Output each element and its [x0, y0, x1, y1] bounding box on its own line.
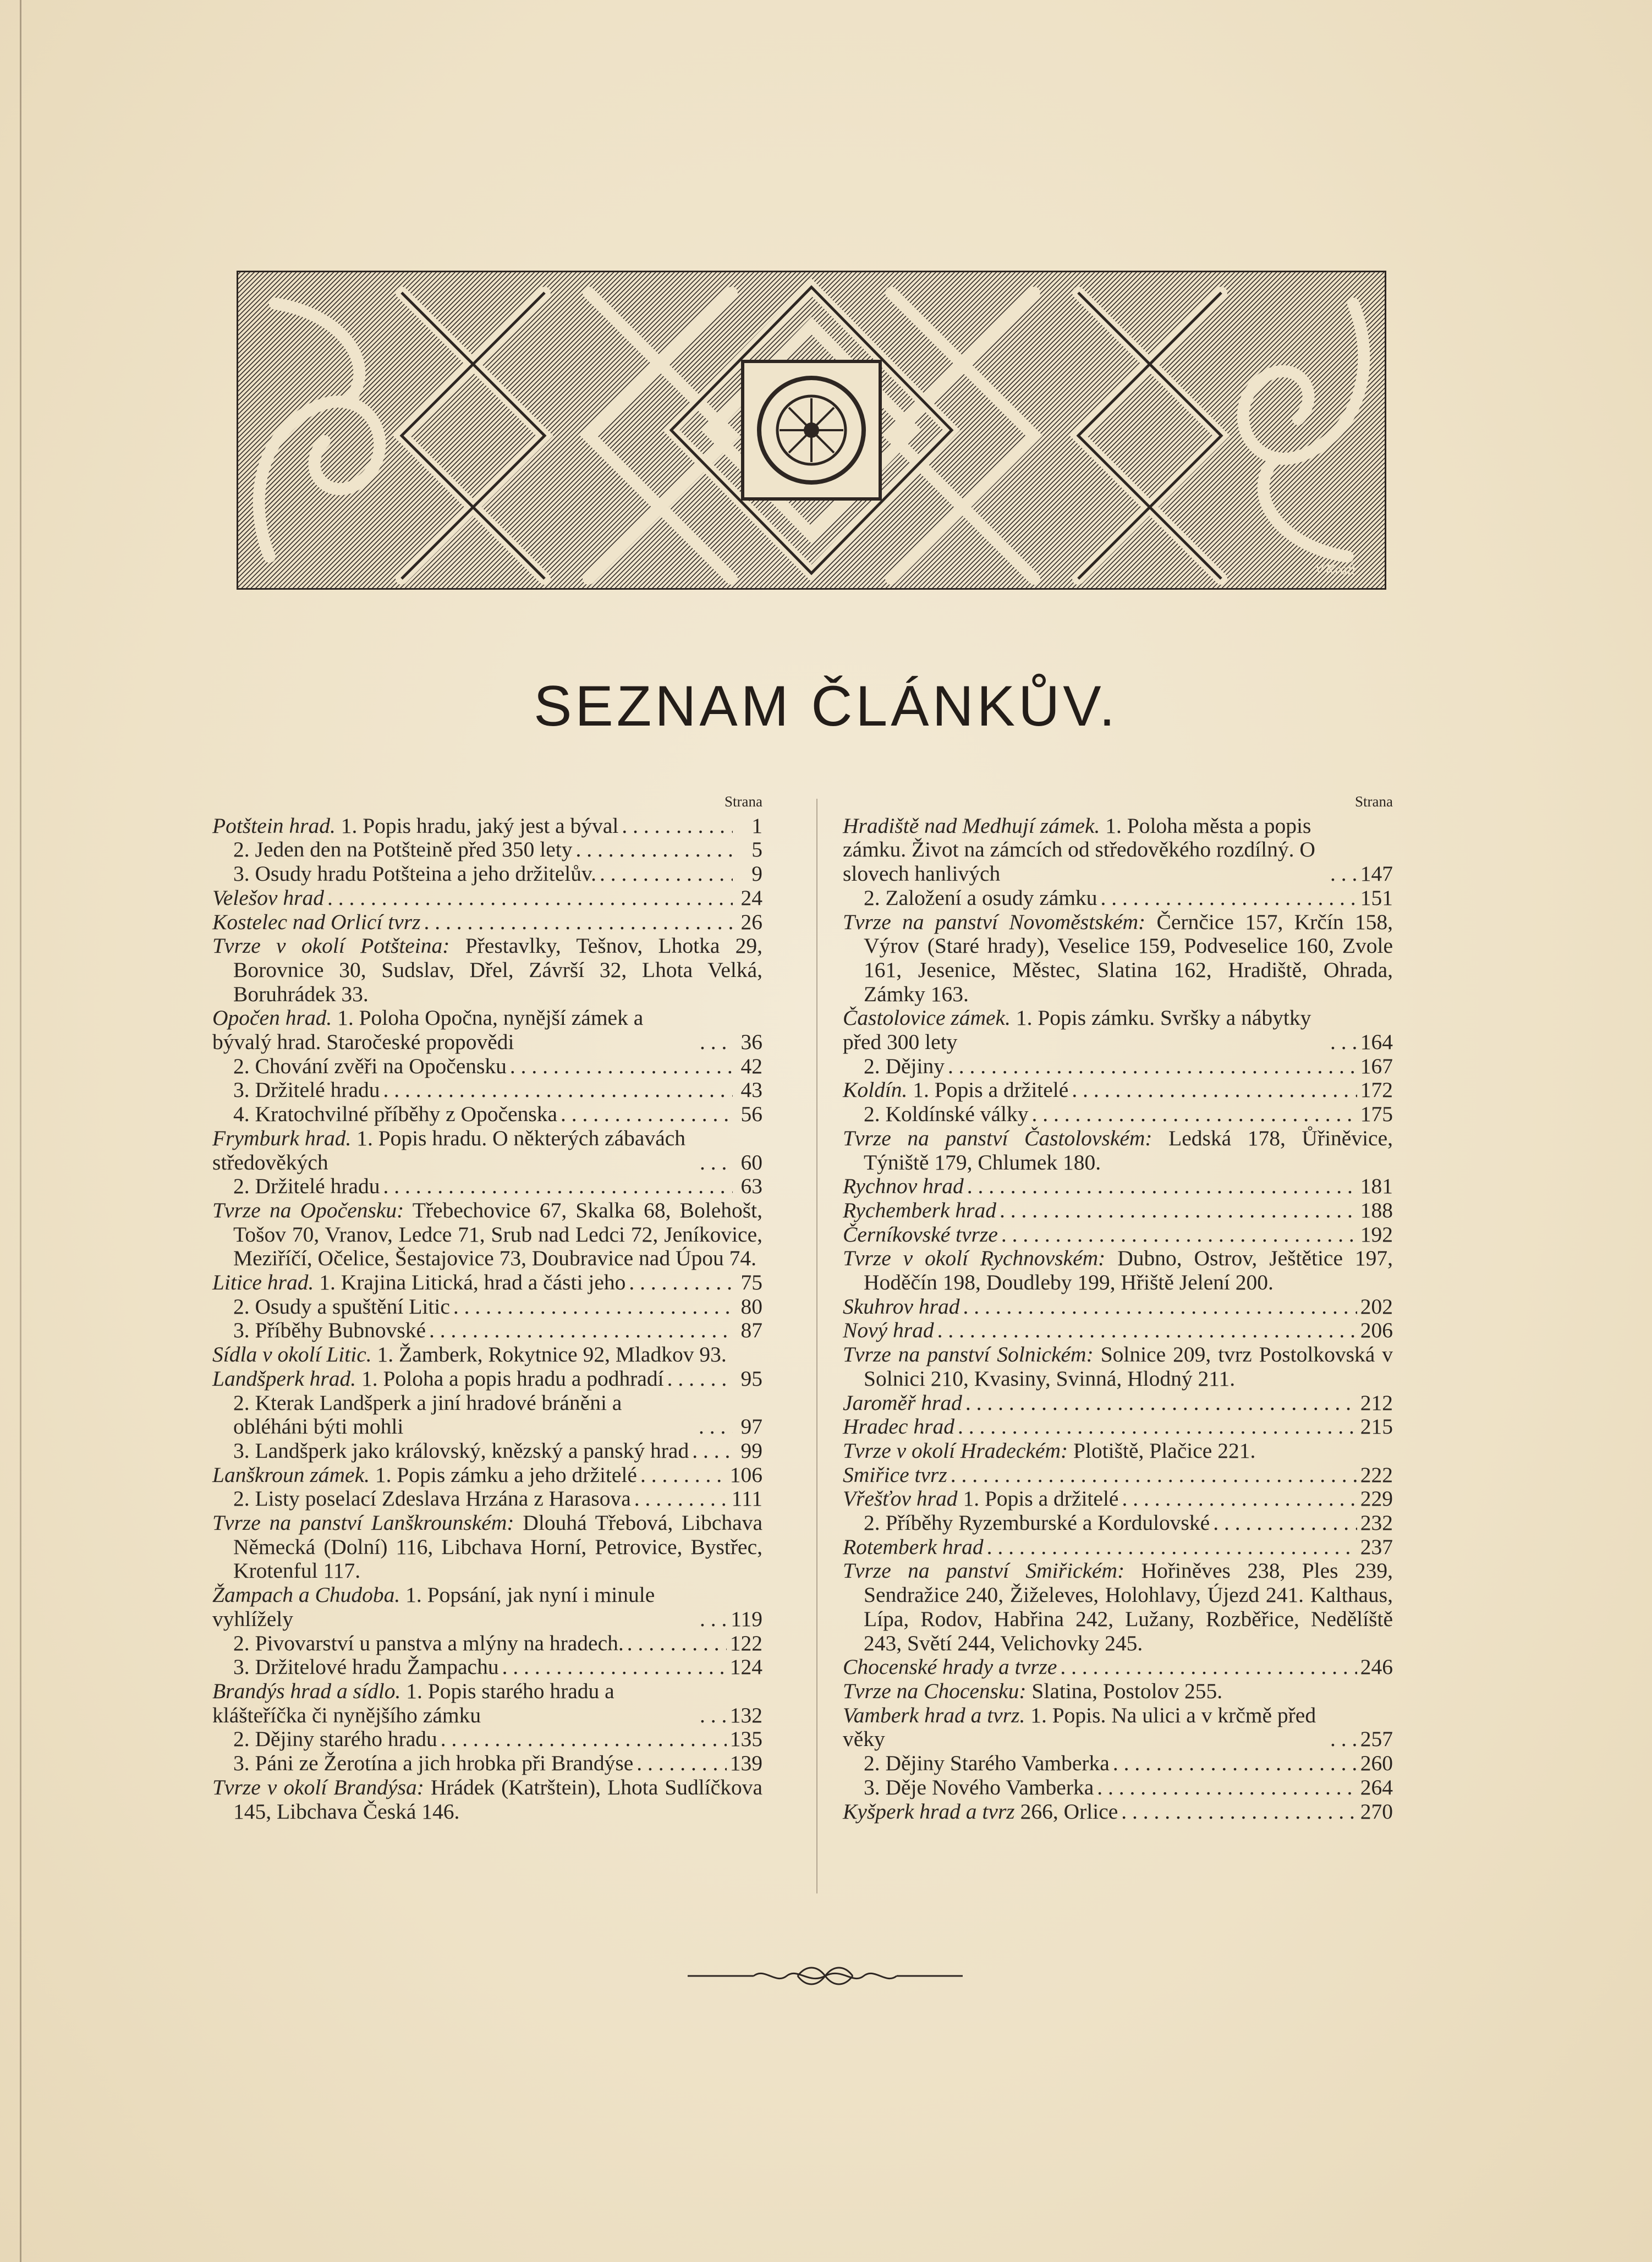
- page-number: 188: [1360, 1198, 1393, 1222]
- entry-text: Dlouhá Třebová, Libchava Německá (Dolní) 116, Libchava Horní, Petrovice, Bystřec, Krotenful 117.: [233, 1511, 762, 1583]
- entry-heading: Černíkovské tvrze: [843, 1222, 998, 1247]
- dot-leader: [1000, 1199, 1357, 1223]
- entry-heading: Smiřice tvrz: [843, 1462, 947, 1487]
- page-number: 106: [729, 1462, 762, 1487]
- dot-leader: [1121, 1800, 1357, 1824]
- dot-leader: [700, 1151, 733, 1175]
- toc-subentry: [212, 1655, 762, 1679]
- entry-text: Plotiště, Plačice 221.: [1068, 1438, 1256, 1463]
- entry-heading: Žampach a Chudoba.: [212, 1583, 400, 1607]
- toc-paragraph-entry: [843, 1679, 1393, 1704]
- entry-text: 1. Poloha Opočna, nynější zámek a bývalý hrad. Staročeské propovědi: [212, 1006, 644, 1055]
- toc-paragraph-entry: [843, 1343, 1393, 1391]
- page-number: 147: [1360, 861, 1393, 886]
- entry-label: [843, 1463, 947, 1487]
- toc-subentry: [212, 1102, 762, 1127]
- column-header-strana: Strana: [1355, 793, 1393, 810]
- entry-text: Třebechovice 67, Skalka 68, Bolehošt, Tošov 70, Vranov, Ledce 71, Srub nad Ledci 72, Jeníkovice, Meziříčí, Očelice, Šestajovice 73, Doubravice nad Úpou 74.: [233, 1198, 762, 1271]
- entry-text: 3. Držitelové hradu Žampachu: [233, 1655, 499, 1679]
- entry-heading: Frymburk hrad.: [212, 1125, 352, 1150]
- dot-leader: [951, 1463, 1357, 1487]
- entry-heading: Hradiště nad Medhují zámek.: [843, 813, 1100, 838]
- toc-entry: [212, 1463, 762, 1487]
- page-number: 202: [1360, 1294, 1393, 1319]
- entry-heading: Chocenské hrady a tvrze: [843, 1655, 1057, 1679]
- entry-text: 2. Příběhy Ryzemburské a Kordulovské: [864, 1511, 1210, 1535]
- entry-heading: Tvrze na panství Solnickém:: [843, 1342, 1094, 1367]
- dot-leader: [937, 1319, 1357, 1343]
- toc-paragraph-entry: [212, 1511, 762, 1583]
- page-number: 167: [1360, 1053, 1393, 1078]
- entry-label: [233, 1102, 557, 1127]
- entry-label: [233, 1319, 426, 1343]
- entry-heading: Jaroměř hrad: [843, 1390, 962, 1415]
- dot-leader: [1113, 1752, 1357, 1776]
- dot-leader: [1122, 1487, 1357, 1511]
- toc-entry: [843, 1223, 1393, 1247]
- entry-text: 2. Dějiny starého hradu: [233, 1727, 437, 1752]
- entry-text: Slatina, Postolov 255.: [1026, 1679, 1223, 1703]
- entry-label: [843, 1535, 984, 1560]
- toc-paragraph-entry: [843, 1439, 1393, 1463]
- entry-text: 3. Páni ze Žerotína a jich hrobka při Brandýse: [233, 1751, 634, 1776]
- dot-leader: [453, 1295, 733, 1319]
- page-number: 43: [740, 1078, 762, 1102]
- entry-text: Hrádek (Katrštein), Lhota Sudlíčkova 145, Libchava Česká 146.: [233, 1775, 762, 1824]
- entry-text: 1. Popis a držitelé: [907, 1078, 1069, 1102]
- entry-text: 1. Poloha a popis hradu a podhradí: [356, 1366, 664, 1391]
- entry-heading: Kostelec nad Orlicí tvrz: [212, 909, 421, 934]
- entry-heading: Tvrze na panství Novoměstském:: [843, 909, 1146, 934]
- toc-subentry: [212, 1319, 762, 1343]
- dot-leader: [1101, 886, 1357, 910]
- entry-text: 2. Pivovarství u panstva a mlýny na hradech.: [233, 1630, 624, 1655]
- entry-label: [843, 1295, 959, 1319]
- toc-subentry: [212, 862, 762, 886]
- page-number: 206: [1360, 1318, 1393, 1343]
- page-number: 215: [1360, 1414, 1393, 1439]
- entry-heading: Nový hrad: [843, 1318, 934, 1343]
- toc-subentry: [212, 1055, 762, 1079]
- toc-paragraph-entry: [212, 1199, 762, 1271]
- page-number: 63: [740, 1174, 762, 1199]
- dot-leader: [634, 1487, 728, 1511]
- toc-entry: [212, 1127, 762, 1174]
- page-number: 229: [1360, 1486, 1393, 1511]
- page-number: 75: [740, 1270, 762, 1295]
- page-number: 260: [1360, 1751, 1393, 1776]
- entry-text: 1. Popis starého hradu a klášteříčka či nynějšího zámku: [212, 1679, 614, 1727]
- entry-text: Přestavlky, Tešnov, Lhotka 29, Borovnice 30, Sudslav, Dřel, Závrší 32, Lhota Velká, Boruhrádek 33.: [233, 934, 762, 1006]
- page-number: 139: [729, 1751, 762, 1776]
- dot-leader: [699, 1415, 733, 1439]
- toc-subentry: [212, 1295, 762, 1319]
- entry-text: Solnice 209, tvrz Postolkovská v Solnici 210, Kvasiny, Svinná, Hlodný 211.: [864, 1342, 1393, 1391]
- entry-label: [843, 814, 1327, 886]
- entry-text: 2. Držitelé hradu: [233, 1174, 380, 1199]
- column-divider: [816, 799, 817, 1893]
- entry-heading: Landšperk hrad.: [212, 1366, 356, 1391]
- entry-heading: Vamberk hrad a tvrz.: [843, 1703, 1025, 1727]
- entry-label: [212, 1271, 625, 1295]
- page-number: 80: [740, 1294, 762, 1319]
- entry-text: Hořiněves 238, Ples 239, Sendražice 240, Žiželeves, Holohlavy, Újezd 241. Kalthaus, Lípa, Rodov, Habřina 242, Lužany, Rozběřice, Nedělíště 243, Světí 244, Velichovky 245.: [864, 1558, 1393, 1655]
- dot-leader: [1330, 1030, 1357, 1055]
- toc-entry: [212, 1006, 762, 1054]
- entry-text: 1. Popsání, jak nyní i minule vyhlížely: [212, 1583, 655, 1631]
- page-number: 119: [731, 1606, 762, 1631]
- entry-heading: Skuhrov hrad: [843, 1294, 960, 1319]
- entry-label: [843, 1223, 998, 1247]
- entry-heading: Tvrze v okolí Potšteina:: [212, 934, 450, 958]
- entry-text: 2. Jeden den na Potšteině před 350 lety: [233, 837, 573, 862]
- page-number: 5: [751, 837, 762, 862]
- page-number: 1: [751, 813, 762, 838]
- entry-label: [843, 1655, 1057, 1679]
- entry-label: [843, 1319, 934, 1343]
- dot-leader: [963, 1295, 1357, 1319]
- toc-subentry: [843, 1102, 1393, 1127]
- toc-entry: [212, 814, 762, 838]
- dot-leader: [700, 1030, 733, 1055]
- entry-text: Dubno, Ostrov, Ještětice 197, Hoděčín 198, Doudleby 199, Hřiště Jelení 200.: [864, 1246, 1393, 1295]
- entry-text: 1. Krajina Litická, hrad a části jeho: [314, 1270, 626, 1295]
- toc-paragraph-entry: [212, 934, 762, 1006]
- page-number: 56: [740, 1102, 762, 1127]
- entry-label: [233, 1055, 507, 1079]
- dot-leader: [1213, 1511, 1357, 1535]
- page-number: 42: [740, 1053, 762, 1078]
- entry-label: [843, 1078, 1068, 1102]
- page-number: 222: [1360, 1462, 1393, 1487]
- toc-subentry: [212, 1632, 762, 1656]
- page-number: 122: [729, 1630, 762, 1655]
- entry-text: 266, Orlice: [1014, 1799, 1118, 1824]
- page-number: 257: [1360, 1727, 1393, 1752]
- entry-text: Černčice 157, Krčín 158, Výrov (Staré hrady), Veselice 159, Podveselice 160, Zvole 161, Jesenice, Městec, Slatina 162, Hradiště, Ohrada, Zámky 163.: [864, 909, 1393, 1006]
- entry-label: [233, 862, 596, 886]
- dot-leader: [1060, 1655, 1357, 1679]
- dot-leader: [327, 886, 733, 910]
- toc-entry: [843, 1199, 1393, 1223]
- page-number: 26: [740, 909, 762, 934]
- toc-entry: [843, 1800, 1393, 1824]
- entry-label: [864, 886, 1097, 910]
- entry-text: 2. Založení a osudy zámku: [864, 885, 1097, 910]
- page-title: SEZNAM ČLÁNKŮV.: [534, 674, 1118, 738]
- entry-label: [233, 1655, 499, 1679]
- dot-leader: [502, 1655, 727, 1679]
- toc-subentry: [212, 1487, 762, 1511]
- entry-label: [233, 1391, 695, 1439]
- entry-label: [843, 1199, 996, 1223]
- toc-paragraph-entry: [212, 1776, 762, 1824]
- dot-leader: [700, 1607, 727, 1632]
- toc-subentry: [843, 1055, 1393, 1079]
- entry-heading: Velešov hrad: [212, 885, 324, 910]
- entry-label: [233, 1439, 689, 1463]
- entry-text: 2. Chování zvěři na Opočensku: [233, 1053, 507, 1078]
- entry-label: [233, 1078, 380, 1102]
- page-number: 181: [1360, 1174, 1393, 1199]
- entry-heading: Tvrze v okolí Rychnovském:: [843, 1246, 1106, 1271]
- entry-heading: Potštein hrad.: [212, 813, 336, 838]
- entry-label: [843, 1006, 1327, 1054]
- dot-leader: [667, 1367, 733, 1391]
- toc-entry: [843, 1174, 1393, 1199]
- entry-text: 4. Kratochvilné příběhy z Opočenska: [233, 1102, 558, 1127]
- toc-entry: [843, 1319, 1393, 1343]
- page-number: 124: [729, 1655, 762, 1679]
- toc-entry: [843, 1535, 1393, 1560]
- toc-entry: [843, 1391, 1393, 1415]
- dot-leader: [1072, 1078, 1357, 1102]
- entry-text: 2. Koldínské války: [864, 1102, 1029, 1127]
- entry-label: [233, 1727, 437, 1752]
- page-number: 151: [1360, 885, 1393, 910]
- entry-label: [212, 1006, 696, 1054]
- entry-label: [212, 1127, 696, 1174]
- entry-text: 3. Příběhy Bubnovské: [233, 1318, 426, 1343]
- toc-subentry: [212, 1727, 762, 1752]
- entry-text: 1. Popis hradu. O některých zábavách středověkých: [212, 1125, 686, 1174]
- entry-heading: Lanškroun zámek.: [212, 1462, 370, 1487]
- column-header-strana: Strana: [725, 793, 762, 810]
- entry-heading: Opočen hrad.: [212, 1006, 332, 1030]
- entry-heading: Brandýs hrad a sídlo.: [212, 1679, 401, 1703]
- toc-paragraph-entry: [843, 1247, 1393, 1294]
- entry-heading: Tvrze na Opočensku:: [212, 1198, 404, 1222]
- entry-label: [233, 1632, 624, 1656]
- entry-label: [212, 1367, 664, 1391]
- entry-heading: Litice hrad.: [212, 1270, 314, 1295]
- entry-label: [843, 1800, 1118, 1824]
- page-number: 95: [740, 1366, 762, 1391]
- toc-entry: [212, 910, 762, 935]
- dot-leader: [429, 1319, 733, 1343]
- entry-label: [843, 1174, 964, 1199]
- toc-entry: [212, 1271, 762, 1295]
- page-number: 99: [740, 1438, 762, 1463]
- entry-label: [843, 1704, 1327, 1752]
- entry-heading: Rychemberk hrad: [843, 1198, 996, 1222]
- page-number: 232: [1360, 1511, 1393, 1535]
- dot-leader: [636, 1752, 727, 1776]
- entry-heading: Hradec hrad: [843, 1414, 954, 1439]
- entry-label: [233, 1487, 631, 1511]
- page-number: 132: [729, 1703, 762, 1727]
- toc-entry: [843, 1415, 1393, 1439]
- toc-left-column: [212, 790, 762, 1824]
- entry-label: [212, 886, 324, 910]
- page-number: 97: [740, 1414, 762, 1439]
- entry-label: [233, 838, 573, 862]
- dot-leader: [700, 1704, 727, 1728]
- toc-subentry: [212, 1391, 762, 1439]
- toc-subentry: [212, 1752, 762, 1776]
- page-number: 264: [1360, 1775, 1393, 1799]
- dot-leader: [383, 1078, 733, 1102]
- entry-text: 2. Kterak Landšperk a jiní hradové bráněni a obléháni býti mohli: [233, 1390, 622, 1439]
- page-number: 24: [740, 885, 762, 910]
- dot-leader: [424, 910, 733, 935]
- entry-heading: Sídla v okolí Litic.: [212, 1342, 372, 1367]
- entry-label: [843, 1415, 954, 1439]
- entry-label: [864, 1102, 1029, 1127]
- page-number: 172: [1360, 1078, 1393, 1102]
- page-number: 9: [751, 861, 762, 886]
- page-number: 270: [1360, 1799, 1393, 1824]
- page-number: 164: [1360, 1030, 1393, 1055]
- entry-text: 3. Landšperk jako královský, knězský a panský hrad: [233, 1438, 689, 1463]
- page-number: 135: [729, 1727, 762, 1752]
- dot-leader: [441, 1727, 727, 1752]
- dot-leader: [640, 1463, 727, 1487]
- dot-leader: [1330, 1727, 1357, 1752]
- toc-entry: [212, 886, 762, 910]
- page-number: 60: [740, 1150, 762, 1174]
- dot-leader: [383, 1174, 733, 1199]
- entry-heading: Kyšperk hrad a tvrz: [843, 1799, 1015, 1824]
- ornament-signature: V.Kraft: [1315, 562, 1355, 578]
- entry-heading: Tvrze v okolí Brandýsa:: [212, 1775, 424, 1799]
- dot-leader: [576, 838, 733, 862]
- entry-label: [233, 1752, 633, 1776]
- toc-right-column: [843, 790, 1393, 1824]
- toc-subentry: [212, 1174, 762, 1199]
- page-number: 212: [1360, 1390, 1393, 1415]
- toc-paragraph-entry: [843, 1127, 1393, 1174]
- entry-text: 2. Listy poselací Zdeslava Hrzána z Harasova: [233, 1486, 631, 1511]
- toc-subentry: [843, 1511, 1393, 1535]
- entry-heading: Rotemberk hrad: [843, 1534, 984, 1559]
- entry-heading: Vřešťov hrad: [843, 1486, 958, 1511]
- toc-entry: [843, 1006, 1393, 1054]
- entry-label: [843, 1391, 962, 1415]
- toc-entry: [843, 1655, 1393, 1679]
- entry-text: Ledská 178, Ůřiněvice, Týniště 179, Chlumek 180.: [864, 1125, 1393, 1174]
- entry-label: [212, 1679, 696, 1727]
- toc-subentry: [843, 1776, 1393, 1800]
- page-number: 246: [1360, 1655, 1393, 1679]
- toc-entry: [843, 1295, 1393, 1319]
- entry-text: 1. Žamberk, Rokytnice 92, Mladkov 93.: [371, 1342, 727, 1367]
- toc-entry: [843, 1704, 1393, 1752]
- toc-entry: [843, 1078, 1393, 1102]
- entry-heading: Častolovice zámek.: [843, 1006, 1011, 1030]
- dot-leader: [965, 1391, 1357, 1415]
- entry-label: [233, 1174, 380, 1199]
- entry-heading: Tvrze na panství Lanškrounském:: [212, 1511, 514, 1535]
- entry-text: 1. Poloha města a popis zámku. Život na zámcích od středověkého rozdílný. O slovech hanlivých: [843, 813, 1315, 886]
- dot-leader: [627, 1632, 727, 1656]
- toc-entry: [212, 1583, 762, 1631]
- entry-text: 1. Popis a držitelé: [957, 1486, 1119, 1511]
- page-number: 192: [1360, 1222, 1393, 1247]
- dot-leader: [510, 1055, 733, 1079]
- toc-paragraph-entry: [843, 910, 1393, 1007]
- entry-text: 2. Dějiny Starého Vamberka: [864, 1751, 1110, 1776]
- dot-leader: [948, 1055, 1357, 1079]
- dot-leader: [1330, 862, 1357, 886]
- entry-text: 3. Děje Nového Vamberka: [864, 1775, 1094, 1799]
- toc-entry: [843, 814, 1393, 886]
- page-number: 111: [731, 1486, 762, 1511]
- entry-label: [212, 910, 421, 935]
- dot-leader: [600, 862, 733, 886]
- entry-heading: Rychnov hrad: [843, 1174, 964, 1199]
- toc-subentry: [843, 886, 1393, 910]
- toc-entry: [843, 1487, 1393, 1511]
- toc-entry: [212, 1679, 762, 1727]
- dot-leader: [967, 1174, 1357, 1199]
- entry-text: 1. Popis. Na ulici a v krčmě před věky: [843, 1703, 1316, 1752]
- toc-entry: [843, 1463, 1393, 1487]
- interlace-ornament-banner: [237, 271, 1386, 590]
- entry-text: 1. Popis zámku a jeho držitelé: [370, 1462, 637, 1487]
- entry-label: [864, 1511, 1210, 1535]
- entry-text: 2. Dějiny: [864, 1053, 945, 1078]
- entry-label: [864, 1752, 1110, 1776]
- page-number: 237: [1360, 1534, 1393, 1559]
- dot-leader: [1097, 1776, 1357, 1800]
- dot-leader: [1032, 1102, 1357, 1127]
- dot-leader: [622, 814, 733, 838]
- entry-heading: Tvrze na Chocensku:: [843, 1679, 1027, 1703]
- page-number: 175: [1360, 1102, 1393, 1127]
- binding-edge: [20, 0, 21, 2262]
- toc-subentry: [212, 1078, 762, 1102]
- toc-subentry: [212, 1439, 762, 1463]
- entry-label: [864, 1776, 1094, 1800]
- toc-subentry: [843, 1752, 1393, 1776]
- entry-heading: Tvrze na panství Smiřickém:: [843, 1558, 1125, 1583]
- dot-leader: [987, 1535, 1357, 1560]
- entry-text: 2. Osudy a spuštění Litic: [233, 1294, 450, 1319]
- entry-label: [864, 1055, 945, 1079]
- toc-paragraph-entry: [212, 1343, 762, 1367]
- entry-label: [233, 1295, 450, 1319]
- footer-flourish: [688, 1963, 963, 1989]
- dot-leader: [561, 1102, 733, 1127]
- entry-text: 3. Držitelé hradu: [233, 1078, 380, 1102]
- entry-label: [212, 1463, 637, 1487]
- entry-heading: Tvrze na panství Častolovském:: [843, 1125, 1152, 1150]
- entry-heading: Tvrze v okolí Hradeckém:: [843, 1438, 1068, 1463]
- entry-heading: Koldín.: [843, 1078, 908, 1102]
- toc-entry: [212, 1367, 762, 1391]
- entry-label: [212, 1583, 696, 1631]
- dot-leader: [958, 1415, 1357, 1439]
- page-number: 87: [740, 1318, 762, 1343]
- entry-label: [843, 1487, 1118, 1511]
- dot-leader: [629, 1271, 733, 1295]
- toc-subentry: [212, 838, 762, 862]
- dot-leader: [692, 1439, 733, 1463]
- entry-text: 1. Popis hradu, jaký jest a býval: [335, 813, 619, 838]
- page-number: 36: [740, 1030, 762, 1055]
- entry-label: [212, 814, 618, 838]
- toc-paragraph-entry: [843, 1559, 1393, 1655]
- entry-text: 3. Osudy hradu Potšteina a jeho držitelův.: [233, 861, 597, 886]
- dot-leader: [1001, 1223, 1357, 1247]
- entry-text: 1. Popis zámku. Svršky a nábytky před 300 lety: [843, 1006, 1311, 1055]
